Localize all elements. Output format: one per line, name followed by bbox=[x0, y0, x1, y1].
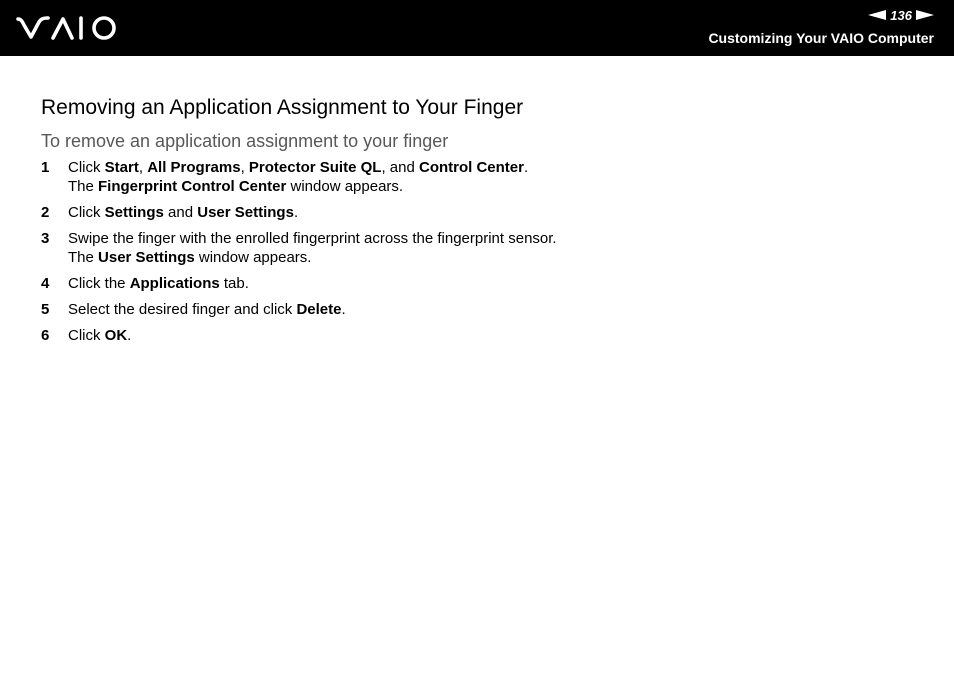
step-text: Click Settings and User Settings. bbox=[68, 204, 299, 221]
step-number: 1 bbox=[41, 159, 50, 176]
step-text: Swipe the finger with the enrolled fingerprint across the fingerprint sensor. bbox=[68, 230, 557, 247]
step-text: Click Start, All Programs, Protector Suite QL, and Control Center. bbox=[68, 159, 529, 176]
triangle-left-icon[interactable] bbox=[868, 10, 886, 20]
step-number: 4 bbox=[41, 275, 50, 292]
list-item bbox=[41, 158, 921, 196]
step-text: Select the desired finger and click Delete. bbox=[68, 301, 346, 318]
page-number: 136 bbox=[890, 7, 912, 23]
list-item bbox=[41, 300, 921, 319]
step-text: Click OK. bbox=[68, 327, 132, 344]
step-list bbox=[41, 158, 921, 345]
step-number: 2 bbox=[41, 204, 50, 221]
vaio-logo bbox=[12, 14, 120, 42]
page-content bbox=[41, 95, 921, 352]
section-title: Customizing Your VAIO Computer bbox=[708, 30, 934, 46]
list-item bbox=[41, 326, 921, 345]
step-text: Click the Applications tab. bbox=[68, 275, 249, 292]
list-item bbox=[41, 203, 921, 222]
page-navigator bbox=[868, 7, 934, 23]
procedure-subtitle: To remove an application assignment to your finger bbox=[41, 131, 449, 151]
step-number: 5 bbox=[41, 301, 50, 318]
step-number: 3 bbox=[41, 230, 50, 247]
page-title: Removing an Application Assignment to Your Finger bbox=[41, 96, 524, 119]
header-bar bbox=[0, 0, 954, 56]
triangle-right-icon[interactable] bbox=[916, 10, 934, 20]
step-result: The Fingerprint Control Center window appears. bbox=[68, 178, 404, 195]
step-result: The User Settings window appears. bbox=[68, 249, 312, 266]
list-item bbox=[41, 274, 921, 293]
step-number: 6 bbox=[41, 327, 50, 344]
list-item bbox=[41, 229, 921, 267]
